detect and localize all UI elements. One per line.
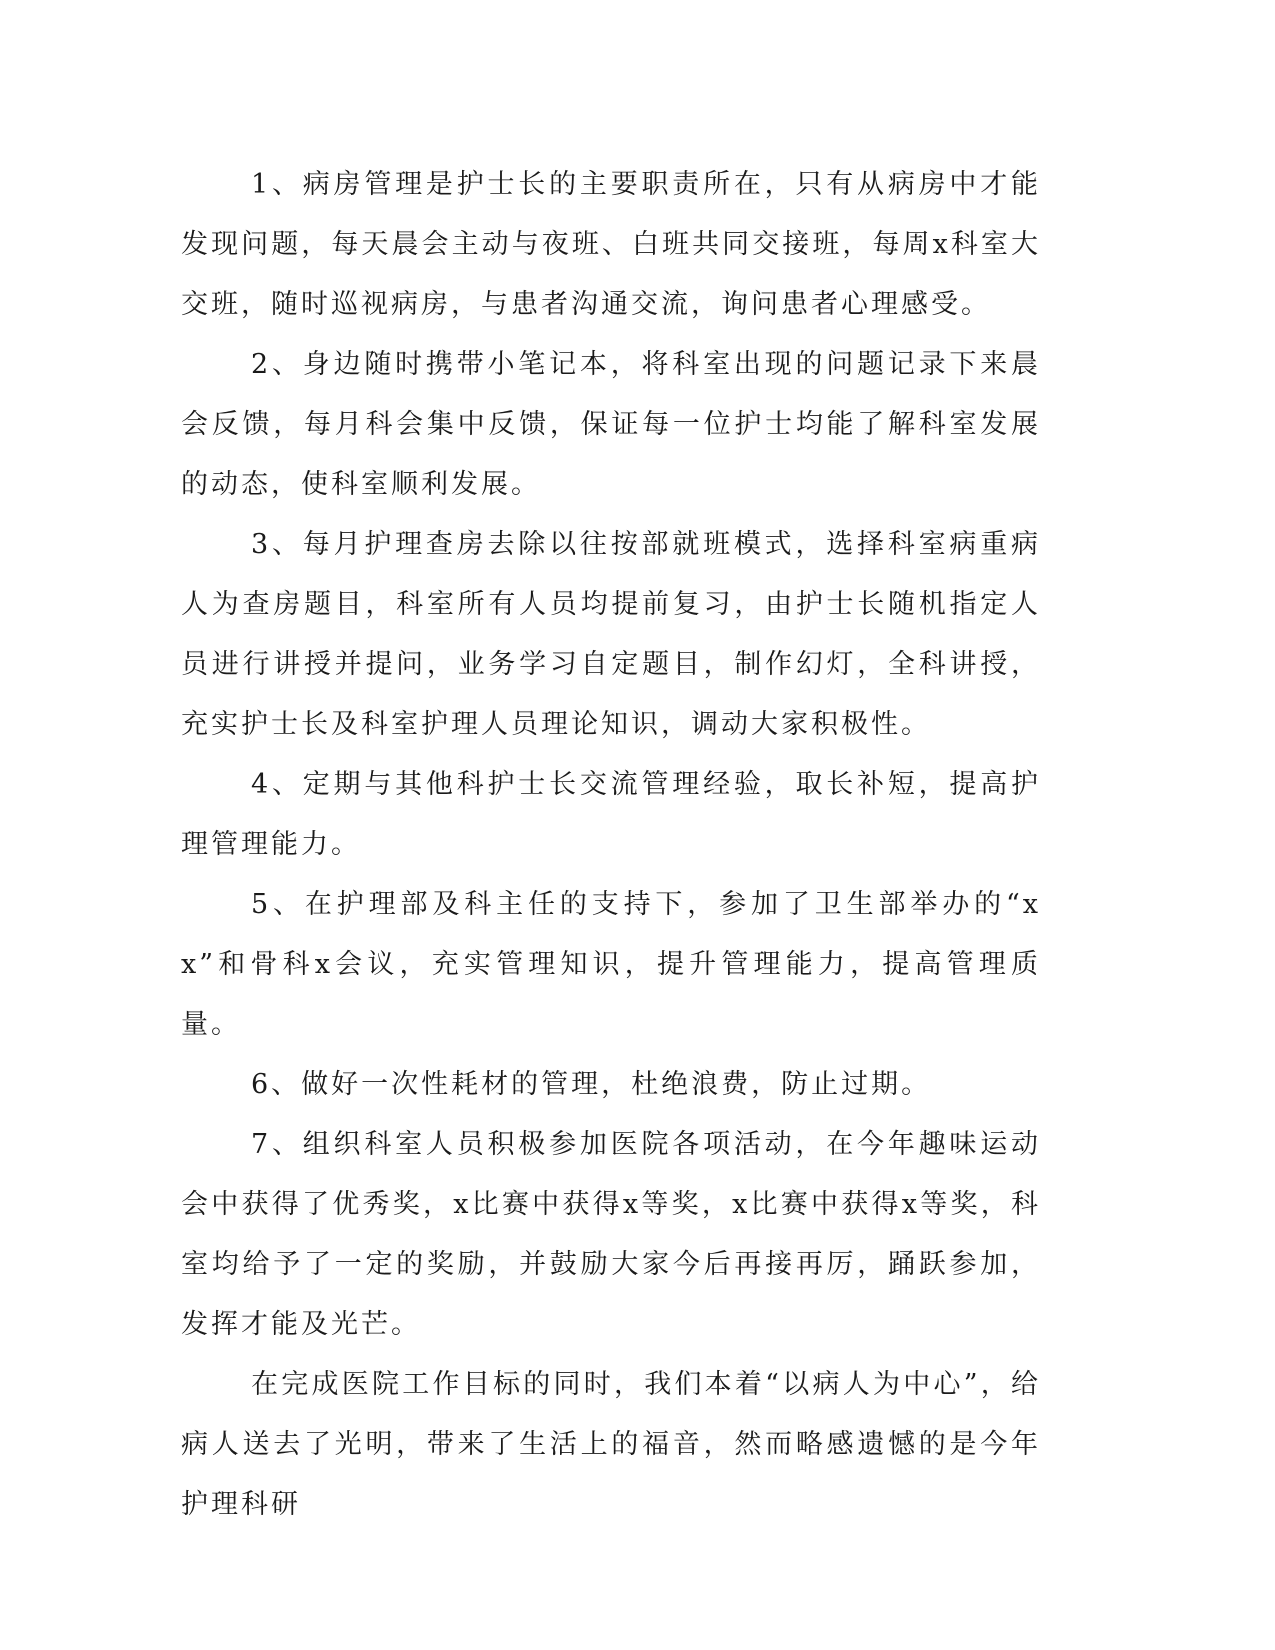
paragraph-item-7: 7、组织科室人员积极参加医院各项活动，在今年趣味运动会中获得了优秀奖，x比赛中获得x等奖，x比赛中获得x等奖，科室均给予了一定的奖励，并鼓励大家今后再接再厉，踊跃参加，发挥才能及光芒。 bbox=[181, 1129, 1041, 1340]
paragraph-conclusion: 在完成医院工作目标的同时，我们本着“以病人为中心”，给病人送去了光明，带来了生活上的福音，然而略感遗憾的是今年护理科研 bbox=[181, 1369, 1041, 1520]
paragraph-item-4: 4、定期与其他科护士长交流管理经验，取长补短，提高护理管理能力。 bbox=[181, 769, 1041, 860]
paragraph-item-3: 3、每月护理查房去除以往按部就班模式，选择科室病重病人为查房题目，科室所有人员均提前复习，由护士长随机指定人员进行讲授并提问，业务学习自定题目，制作幻灯，全科讲授，充实护士长及科室护理人员理论知识，调动大家积极性。 bbox=[181, 529, 1041, 740]
paragraph-item-5: 5、在护理部及科主任的支持下，参加了卫生部举办的“xx”和骨科x会议，充实管理知识，提升管理能力，提高管理质量。 bbox=[181, 889, 1041, 1040]
paragraph-item-6: 6、做好一次性耗材的管理，杜绝浪费，防止过期。 bbox=[251, 1069, 932, 1100]
document-body bbox=[181, 155, 1041, 1535]
paragraph-item-1: 1、病房管理是护士长的主要职责所在，只有从病房中才能发现问题，每天晨会主动与夜班、白班共同交接班，每周x科室大交班，随时巡视病房，与患者沟通交流，询问患者心理感受。 bbox=[181, 169, 1041, 320]
paragraph-item-2: 2、身边随时携带小笔记本，将科室出现的问题记录下来晨会反馈，每月科会集中反馈，保证每一位护士均能了解科室发展的动态，使科室顺利发展。 bbox=[181, 349, 1041, 500]
